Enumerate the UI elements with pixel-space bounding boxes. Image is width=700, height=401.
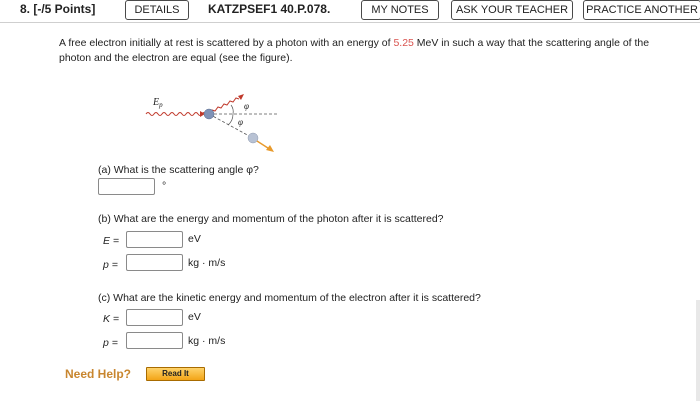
problem-text-line2: photon and the electron are equal (see the figure).	[59, 52, 293, 64]
problem-text-prefix: A free electron initially at rest is scattered by a photon with an energy of	[59, 37, 394, 49]
electron-momentum-arrowhead	[266, 145, 274, 152]
degree-unit: °	[162, 180, 167, 192]
photon-energy-label: $E_p$	[153, 97, 163, 109]
electron-path-dashed	[209, 114, 251, 137]
photon-energy-value: 5.25	[393, 37, 414, 49]
need-help-label: Need Help?	[65, 367, 132, 381]
electron-scattered	[248, 133, 258, 143]
part-c-question: (c) What are the kinetic energy and momentum of the electron after it is scattered?	[98, 292, 481, 304]
problem-text-line1	[59, 37, 649, 49]
my-notes-button[interactable]: MY NOTES	[361, 0, 439, 20]
scattering-figure	[143, 92, 278, 157]
lower-angle-label: φ	[238, 117, 243, 127]
electron-initial	[204, 109, 214, 119]
details-button[interactable]: DETAILS	[125, 0, 189, 20]
photon-momentum-input[interactable]	[126, 254, 183, 271]
incident-photon-wave	[146, 113, 206, 116]
question-header	[0, 0, 700, 22]
electron-kinetic-energy-unit: eV	[188, 311, 201, 323]
photon-energy-input[interactable]	[126, 231, 183, 248]
photon-momentum-unit: kg · m/s	[188, 257, 226, 269]
part-b-question: (b) What are the energy and momentum of the photon after it is scattered?	[98, 213, 444, 225]
electron-momentum-label: p =	[103, 337, 118, 349]
ask-teacher-button[interactable]: ASK YOUR TEACHER	[451, 0, 573, 20]
scrollbar[interactable]	[696, 300, 700, 401]
photon-energy-label: E =	[103, 235, 120, 247]
upper-angle-label: φ	[244, 101, 249, 111]
part-a-question: (a) What is the scattering angle φ?	[98, 164, 259, 176]
scattering-angle-input[interactable]	[98, 178, 155, 195]
read-it-button[interactable]: Read It	[146, 367, 205, 381]
electron-momentum-input[interactable]	[126, 332, 183, 349]
photon-momentum-label: p =	[103, 259, 118, 271]
practice-another-button[interactable]: PRACTICE ANOTHER	[583, 0, 700, 20]
problem-text-suffix: MeV in such a way that the scattering angle of the	[413, 37, 650, 49]
angle-arc-lower	[228, 114, 233, 125]
electron-momentum-unit: kg · m/s	[188, 335, 226, 347]
electron-kinetic-energy-label: K =	[103, 313, 120, 325]
angle-arc-upper	[231, 105, 233, 114]
question-code: KATZPSEF1 40.P.078.	[208, 2, 331, 16]
photon-energy-unit: eV	[188, 233, 201, 245]
header-divider	[0, 22, 700, 23]
electron-kinetic-energy-input[interactable]	[126, 309, 183, 326]
question-number: 8. [-/5 Points]	[20, 2, 96, 16]
